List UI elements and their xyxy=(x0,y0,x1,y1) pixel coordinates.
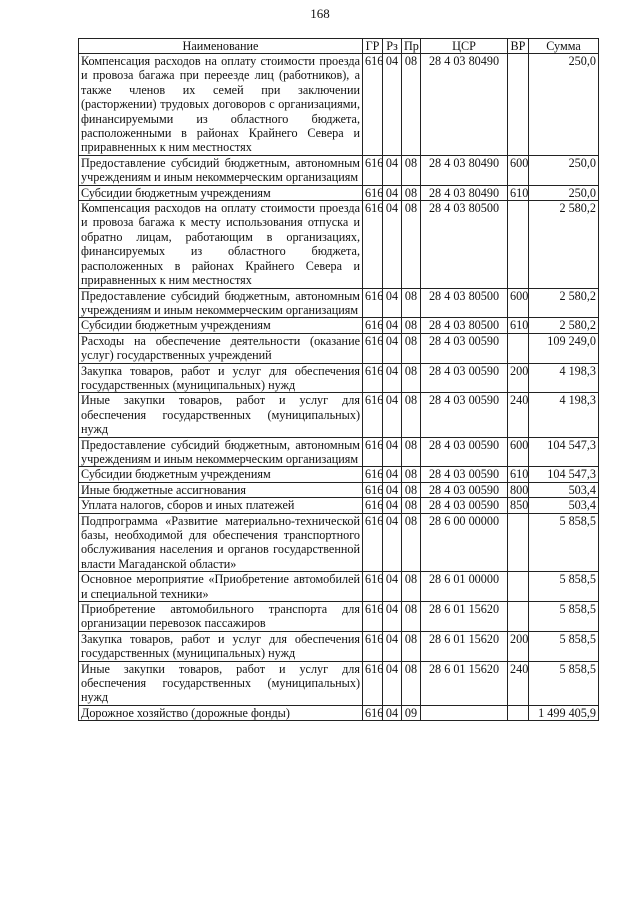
cell-name: Компенсация расходов на оплату стоимости проезда и провоза багажа к месту использования отпуска и обратно лицам, работающим в организациях, финансируемых из областного бюджета, расположенных в районах Крайнего Севера и приравненных к ним местностях xyxy=(79,201,363,288)
table-row xyxy=(79,498,599,513)
cell-name: Предоставление субсидий бюджетным, автономным учреждениям и иным некоммерческим организациям xyxy=(79,437,363,467)
cell-csr: 28 4 03 00590 xyxy=(421,467,508,482)
cell-rz: 04 xyxy=(383,333,402,363)
page-number: 168 xyxy=(310,6,330,21)
cell-rz: 04 xyxy=(383,363,402,393)
cell-csr: 28 6 01 00000 xyxy=(421,572,508,602)
cell-csr: 28 4 03 00590 xyxy=(421,482,508,497)
cell-gr: 616 xyxy=(363,185,383,200)
cell-csr: 28 4 03 00590 xyxy=(421,333,508,363)
cell-csr: 28 4 03 80490 xyxy=(421,54,508,156)
table-row xyxy=(79,437,599,467)
cell-gr: 616 xyxy=(363,631,383,661)
table-row xyxy=(79,631,599,661)
cell-vr xyxy=(508,572,529,602)
cell-name: Иные закупки товаров, работ и услуг для обеспечения государственных (муниципальных) нужд xyxy=(79,393,363,437)
cell-csr: 28 4 03 80500 xyxy=(421,318,508,333)
table-body xyxy=(79,54,599,721)
cell-csr: 28 4 03 80490 xyxy=(421,155,508,185)
cell-vr: 600 xyxy=(508,437,529,467)
cell-pr: 08 xyxy=(402,318,421,333)
cell-name: Иные бюджетные ассигнования xyxy=(79,482,363,497)
cell-pr: 08 xyxy=(402,363,421,393)
cell-sum: 5 858,5 xyxy=(529,572,599,602)
cell-vr: 610 xyxy=(508,467,529,482)
table-row xyxy=(79,54,599,156)
cell-name: Предоставление субсидий бюджетным, автономным учреждениям и иным некоммерческим организациям xyxy=(79,155,363,185)
cell-vr xyxy=(508,54,529,156)
table-row xyxy=(79,705,599,720)
cell-vr: 600 xyxy=(508,288,529,318)
cell-pr: 08 xyxy=(402,201,421,288)
cell-gr: 616 xyxy=(363,155,383,185)
cell-name: Подпрограмма «Развитие материально-технической базы, необходимой для обеспечения транспортного обслуживания населения и органов государственной власти Магаданской области» xyxy=(79,513,363,572)
cell-gr: 616 xyxy=(363,482,383,497)
cell-pr: 08 xyxy=(402,185,421,200)
cell-gr: 616 xyxy=(363,437,383,467)
cell-sum: 5 858,5 xyxy=(529,631,599,661)
cell-sum: 250,0 xyxy=(529,185,599,200)
cell-vr xyxy=(508,602,529,632)
cell-pr: 08 xyxy=(402,54,421,156)
cell-sum: 250,0 xyxy=(529,155,599,185)
cell-csr xyxy=(421,705,508,720)
cell-sum: 2 580,2 xyxy=(529,201,599,288)
cell-pr: 08 xyxy=(402,437,421,467)
cell-name: Закупка товаров, работ и услуг для обеспечения государственных (муниципальных) нужд xyxy=(79,631,363,661)
cell-pr: 08 xyxy=(402,631,421,661)
cell-gr: 616 xyxy=(363,705,383,720)
cell-sum: 5 858,5 xyxy=(529,602,599,632)
cell-pr: 08 xyxy=(402,482,421,497)
cell-gr: 616 xyxy=(363,661,383,705)
cell-csr: 28 4 03 80490 xyxy=(421,185,508,200)
header-gr: ГР xyxy=(363,39,383,54)
cell-name: Основное мероприятие «Приобретение автомобилей и специальной техники» xyxy=(79,572,363,602)
cell-sum: 4 198,3 xyxy=(529,363,599,393)
cell-sum: 104 547,3 xyxy=(529,467,599,482)
table-row xyxy=(79,201,599,288)
cell-name: Расходы на обеспечение деятельности (оказание услуг) государственных учреждений xyxy=(79,333,363,363)
cell-vr xyxy=(508,513,529,572)
cell-vr: 610 xyxy=(508,185,529,200)
cell-vr xyxy=(508,705,529,720)
cell-gr: 616 xyxy=(363,318,383,333)
cell-gr: 616 xyxy=(363,333,383,363)
cell-pr: 08 xyxy=(402,572,421,602)
cell-csr: 28 6 00 00000 xyxy=(421,513,508,572)
cell-rz: 04 xyxy=(383,602,402,632)
cell-gr: 616 xyxy=(363,393,383,437)
cell-name: Дорожное хозяйство (дорожные фонды) xyxy=(79,705,363,720)
table-row xyxy=(79,185,599,200)
cell-name: Закупка товаров, работ и услуг для обеспечения государственных (муниципальных) нужд xyxy=(79,363,363,393)
cell-pr: 08 xyxy=(402,333,421,363)
cell-rz: 04 xyxy=(383,513,402,572)
cell-sum: 5 858,5 xyxy=(529,661,599,705)
cell-rz: 04 xyxy=(383,467,402,482)
cell-csr: 28 6 01 15620 xyxy=(421,602,508,632)
cell-csr: 28 4 03 00590 xyxy=(421,363,508,393)
cell-sum: 250,0 xyxy=(529,54,599,156)
cell-csr: 28 4 03 00590 xyxy=(421,498,508,513)
budget-table xyxy=(78,38,599,721)
cell-name: Иные закупки товаров, работ и услуг для обеспечения государственных (муниципальных) нужд xyxy=(79,661,363,705)
cell-name: Приобретение автомобильного транспорта для организации перевозок пассажиров xyxy=(79,602,363,632)
cell-gr: 616 xyxy=(363,498,383,513)
table-row xyxy=(79,513,599,572)
cell-gr: 616 xyxy=(363,54,383,156)
cell-gr: 616 xyxy=(363,602,383,632)
cell-vr: 240 xyxy=(508,393,529,437)
table-row xyxy=(79,572,599,602)
table-row xyxy=(79,288,599,318)
cell-rz: 04 xyxy=(383,155,402,185)
cell-gr: 616 xyxy=(363,467,383,482)
cell-vr: 610 xyxy=(508,318,529,333)
cell-sum: 503,4 xyxy=(529,498,599,513)
cell-sum: 2 580,2 xyxy=(529,318,599,333)
cell-rz: 04 xyxy=(383,705,402,720)
cell-vr: 600 xyxy=(508,155,529,185)
cell-rz: 04 xyxy=(383,201,402,288)
table-header-row xyxy=(79,39,599,54)
cell-csr: 28 4 03 80500 xyxy=(421,201,508,288)
cell-csr: 28 4 03 00590 xyxy=(421,437,508,467)
cell-pr: 08 xyxy=(402,498,421,513)
table-row xyxy=(79,482,599,497)
cell-sum: 2 580,2 xyxy=(529,288,599,318)
cell-pr: 08 xyxy=(402,393,421,437)
table-row xyxy=(79,661,599,705)
cell-name: Субсидии бюджетным учреждениям xyxy=(79,318,363,333)
cell-gr: 616 xyxy=(363,363,383,393)
cell-rz: 04 xyxy=(383,54,402,156)
cell-pr: 09 xyxy=(402,705,421,720)
cell-rz: 04 xyxy=(383,185,402,200)
cell-sum: 109 249,0 xyxy=(529,333,599,363)
cell-sum: 4 198,3 xyxy=(529,393,599,437)
cell-pr: 08 xyxy=(402,661,421,705)
header-csr: ЦСР xyxy=(421,39,508,54)
cell-rz: 04 xyxy=(383,631,402,661)
cell-name: Предоставление субсидий бюджетным, автономным учреждениям и иным некоммерческим организациям xyxy=(79,288,363,318)
cell-sum: 503,4 xyxy=(529,482,599,497)
cell-sum: 5 858,5 xyxy=(529,513,599,572)
cell-csr: 28 6 01 15620 xyxy=(421,661,508,705)
cell-rz: 04 xyxy=(383,393,402,437)
cell-rz: 04 xyxy=(383,498,402,513)
cell-vr: 200 xyxy=(508,363,529,393)
cell-csr: 28 4 03 00590 xyxy=(421,393,508,437)
cell-pr: 08 xyxy=(402,602,421,632)
cell-rz: 04 xyxy=(383,482,402,497)
cell-vr: 240 xyxy=(508,661,529,705)
cell-name: Субсидии бюджетным учреждениям xyxy=(79,467,363,482)
header-name: Наименование xyxy=(79,39,363,54)
cell-rz: 04 xyxy=(383,288,402,318)
header-pr: Пр xyxy=(402,39,421,54)
table-row xyxy=(79,318,599,333)
header-rz: Рз xyxy=(383,39,402,54)
cell-vr: 800 xyxy=(508,482,529,497)
cell-rz: 04 xyxy=(383,572,402,602)
cell-rz: 04 xyxy=(383,661,402,705)
cell-pr: 08 xyxy=(402,288,421,318)
cell-rz: 04 xyxy=(383,437,402,467)
cell-vr: 850 xyxy=(508,498,529,513)
cell-gr: 616 xyxy=(363,288,383,318)
cell-rz: 04 xyxy=(383,318,402,333)
header-sum: Сумма xyxy=(529,39,599,54)
table-row xyxy=(79,602,599,632)
cell-vr xyxy=(508,201,529,288)
cell-name: Компенсация расходов на оплату стоимости проезда и провоза багажа при переезде лиц (работников), а также членов их семей при заключении (расторжении) трудовых договоров с организациями, финансируемыми из областного бюджета, расположенными в районах Крайнего Севера и приравненных к ним местностях xyxy=(79,54,363,156)
cell-csr: 28 6 01 15620 xyxy=(421,631,508,661)
cell-gr: 616 xyxy=(363,572,383,602)
cell-name: Субсидии бюджетным учреждениям xyxy=(79,185,363,200)
cell-vr xyxy=(508,333,529,363)
table-row xyxy=(79,467,599,482)
table-row xyxy=(79,393,599,437)
header-vr: ВР xyxy=(508,39,529,54)
table-row xyxy=(79,155,599,185)
cell-name: Уплата налогов, сборов и иных платежей xyxy=(79,498,363,513)
cell-pr: 08 xyxy=(402,155,421,185)
table-row xyxy=(79,333,599,363)
cell-gr: 616 xyxy=(363,513,383,572)
cell-sum: 1 499 405,9 xyxy=(529,705,599,720)
cell-pr: 08 xyxy=(402,467,421,482)
cell-csr: 28 4 03 80500 xyxy=(421,288,508,318)
table-row xyxy=(79,363,599,393)
cell-sum: 104 547,3 xyxy=(529,437,599,467)
cell-vr: 200 xyxy=(508,631,529,661)
cell-pr: 08 xyxy=(402,513,421,572)
cell-gr: 616 xyxy=(363,201,383,288)
